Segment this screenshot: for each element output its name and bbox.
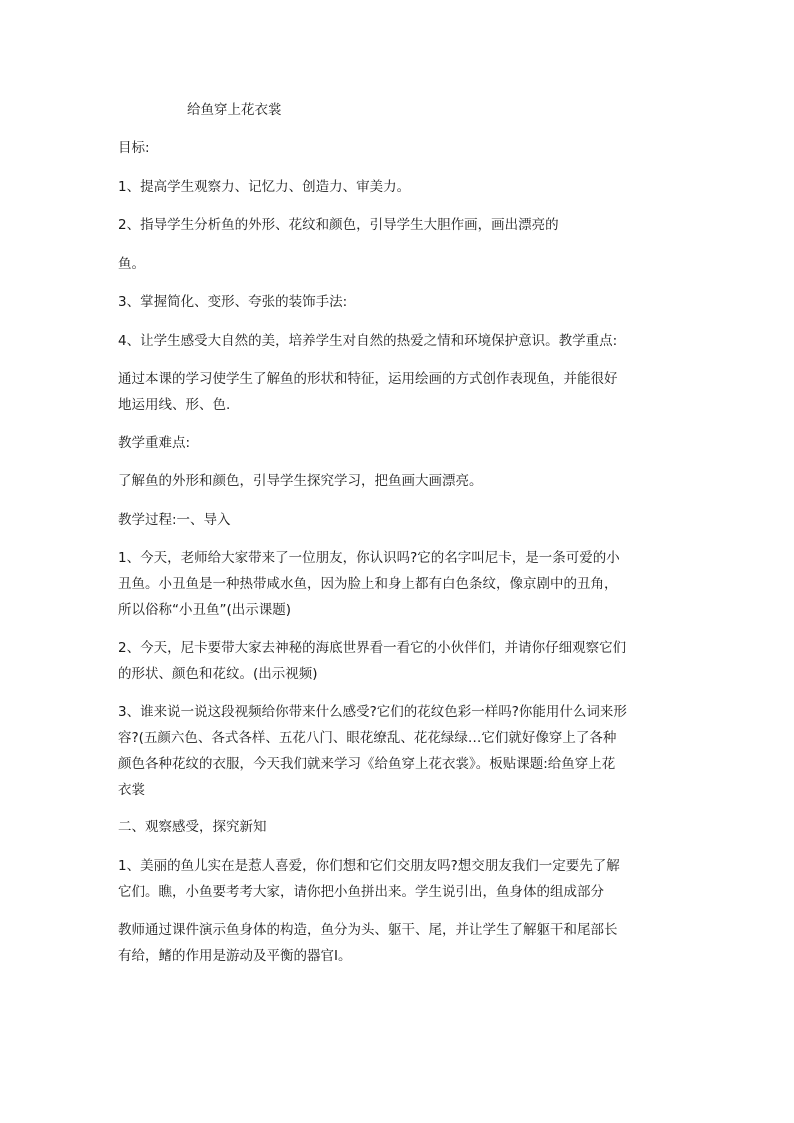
paragraph-line: 2、今天，尼卡要带大家去神秘的海底世界看一看它的小伙伴们，并请你仔细观察它们 xyxy=(118,640,627,656)
paragraph-line: 3、谁来说一说这段视频给你带来什么感受?它们的花纹色彩一样吗?你能用什么词来形 xyxy=(118,704,627,720)
paragraph-line: 地运用线、形、色. xyxy=(118,397,231,413)
paragraph-goals-heading xyxy=(118,135,686,161)
paragraph-observe-1 xyxy=(118,853,686,905)
paragraph-line: 教学过程:一、导入 xyxy=(118,512,231,528)
paragraph-goal-1 xyxy=(118,174,686,200)
paragraph-observe-2 xyxy=(118,917,686,969)
paragraph-line: 1、提高学生观察力、记忆力、创造力、审美力。 xyxy=(118,179,411,195)
paragraph-line: 容?(五颜六色、各式各样、五花八门、眼花缭乱、花花绿绿…它们就好像穿上了各种 xyxy=(118,730,617,746)
paragraph-line: 目标: xyxy=(118,140,150,156)
paragraph-section-2-heading xyxy=(118,814,686,840)
paragraph-line: 所以俗称“小丑鱼”(出示课题) xyxy=(118,602,292,618)
paragraph-line: 2、指导学生分析鱼的外形、花纹和颜色，引导学生大胆作画，画出漂亮的 xyxy=(118,217,559,233)
paragraph-line: 3、掌握简化、变形、夸张的装饰手法: xyxy=(118,294,348,310)
paragraph-line: 1、美丽的鱼儿实在是惹人喜爱，你们想和它们交朋友吗?想交朋友我们一定要先了解 xyxy=(118,858,620,874)
paragraph-intro-1 xyxy=(118,545,686,623)
paragraph-line: 4、让学生感受大自然的美，培养学生对自然的热爱之情和环境保护意识。教学重点: xyxy=(118,333,618,349)
paragraph-intro-3 xyxy=(118,699,686,803)
paragraph-goal-4 xyxy=(118,328,686,354)
document-title: 给鱼穿上花衣裳 xyxy=(187,102,282,118)
paragraph-process-heading xyxy=(118,507,686,533)
paragraph-goal-2 xyxy=(118,212,686,238)
paragraph-difficulty-heading xyxy=(118,430,686,456)
paragraph-line: 通过本课的学习使学生了解鱼的形状和特征，运用绘画的方式创作表现鱼，并能很好 xyxy=(118,371,618,387)
paragraph-line: 丑鱼。小丑鱼是一种热带咸水鱼，因为脸上和身上都有白色条纹，像京剧中的丑角， xyxy=(118,576,618,592)
paragraph-intro-2 xyxy=(118,635,686,687)
paragraph-line: 教学重难点: xyxy=(118,435,191,451)
paragraph-line: 颜色各种花纹的衣服，今天我们就来学习《给鱼穿上花衣裳》。板贴课题:给鱼穿上花 xyxy=(118,756,616,772)
paragraph-goal-2-continued xyxy=(118,251,686,277)
paragraph-line: 有给，鳍的作用是游动及平衡的器官I。 xyxy=(118,948,352,964)
paragraph-line: 鱼。 xyxy=(118,256,145,272)
paragraph-line: 教师通过课件演示鱼身体的构造，鱼分为头、躯干、尾，并让学生了解躯干和尾部长 xyxy=(118,922,618,938)
paragraph-line: 二、观察感受，探究新知 xyxy=(118,819,267,835)
paragraph-key-points xyxy=(118,366,686,418)
paragraph-line: 了解鱼的外形和颜色，引导学生探究学习，把鱼画大画漂亮。 xyxy=(118,473,483,489)
paragraph-line: 衣裳 xyxy=(118,782,145,798)
paragraph-line: 它们。瞧，小鱼要考考大家，请你把小鱼拼出来。学生说引出，鱼身体的组成部分 xyxy=(118,884,604,900)
paragraph-difficulty xyxy=(118,468,686,494)
paragraph-goal-3 xyxy=(118,289,686,315)
paragraph-line: 的形状、颜色和花纹。(出示视频) xyxy=(118,666,318,682)
paragraph-line: 1、今天，老师给大家带来了一位朋友，你认识吗?它的名字叫尼卡，是一条可爱的小 xyxy=(118,550,620,566)
